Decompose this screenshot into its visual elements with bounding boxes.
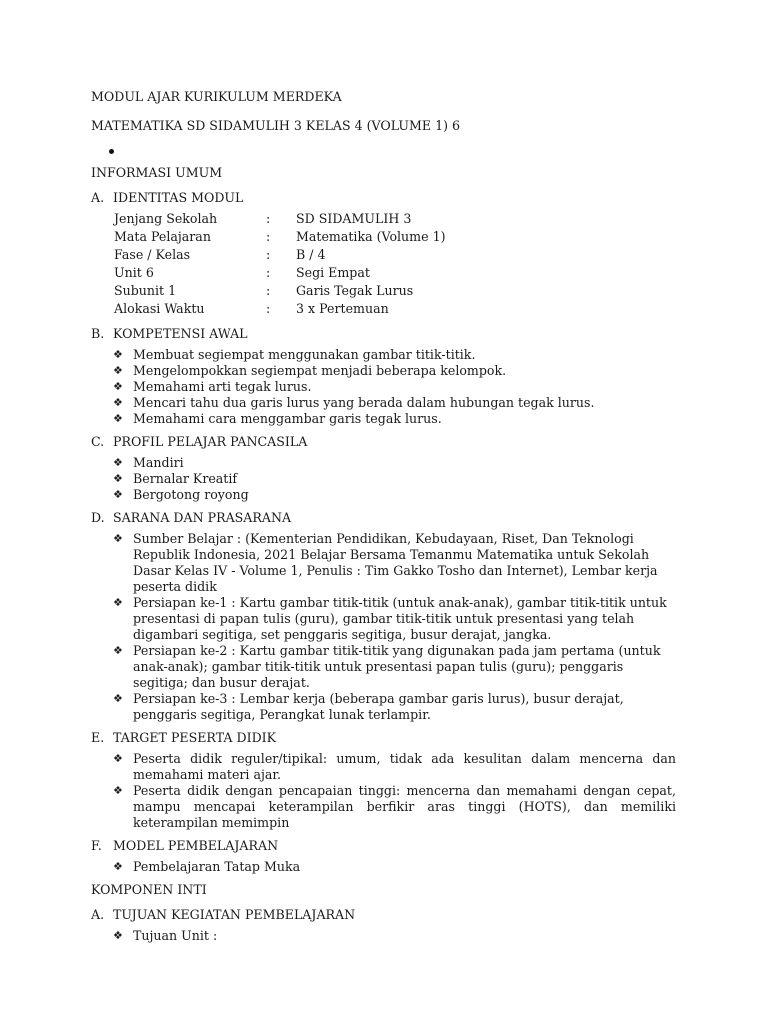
section-letter: A.: [91, 907, 105, 922]
komponen-heading: KOMPONEN INTI: [91, 882, 207, 897]
list-item: [113, 643, 676, 691]
diamond-bullet-icon: ❖: [113, 380, 123, 393]
section-letter: E.: [91, 730, 105, 745]
diamond-bullet-icon: ❖: [113, 348, 123, 361]
identity-key: Fase / Kelas: [114, 247, 191, 262]
list-item: [113, 928, 676, 944]
list-item: [113, 751, 676, 783]
diamond-bullet-icon: ❖: [113, 860, 123, 873]
section-letter: B.: [91, 326, 105, 341]
model-list: [91, 859, 676, 875]
identity-row: [114, 247, 446, 265]
komponen-section-a-heading: [91, 907, 676, 923]
target-list: [91, 751, 676, 831]
module-title: MODUL AJAR KURIKULUM MERDEKA: [91, 89, 342, 104]
identity-row: [114, 211, 446, 229]
list-item-text: Sumber Belajar : (Kementerian Pendidikan, Kebudayaan, Riset, Dan Teknologi Republik Indonesia, 2021 Belajar Bersama Temanmu Matematika untuk Sekolah Dasar Kelas IV - Volume 1, Penulis : Tim Gakko Tosho dan Internet), Lembar kerja peserta didik: [133, 531, 658, 594]
section-b-heading: [91, 326, 676, 342]
diamond-bullet-icon: ❖: [113, 472, 123, 485]
list-item-text: Peserta didik reguler/tipikal: umum, tidak ada kesulitan dalam mencerna dan memahami materi ajar.: [133, 751, 676, 782]
identity-row: [114, 265, 446, 283]
identity-value: Garis Tegak Lurus: [296, 283, 414, 298]
section-c-heading: [91, 434, 676, 450]
diamond-bullet-icon: ❖: [113, 692, 123, 705]
list-item: [113, 395, 676, 411]
section-f-heading: [91, 838, 676, 854]
identity-value: Matematika (Volume 1): [296, 229, 446, 244]
identity-colon: :: [266, 283, 271, 298]
sarana-list: [91, 531, 676, 723]
tujuan-list: [91, 928, 676, 944]
list-item: [113, 347, 676, 363]
section-letter: A.: [91, 190, 105, 205]
list-item: [113, 471, 676, 487]
diamond-bullet-icon: ❖: [113, 752, 123, 765]
section-e-heading: [91, 730, 676, 746]
diamond-bullet-icon: ❖: [113, 929, 123, 942]
section-title: KOMPETENSI AWAL: [113, 326, 248, 341]
section-a-heading: [91, 190, 676, 206]
bullet-dot-icon: [109, 149, 114, 154]
list-item: [113, 411, 676, 427]
list-item-text: Membuat segiempat menggunakan gambar titik-titik.: [133, 347, 476, 362]
identity-colon: :: [266, 301, 271, 316]
profil-list: [91, 455, 676, 503]
identity-value: Segi Empat: [296, 265, 370, 280]
list-item: [113, 531, 676, 595]
list-item-text: Memahami cara menggambar garis tegak lurus.: [133, 411, 442, 426]
list-item-text: Mandiri: [133, 455, 184, 470]
section-letter: D.: [91, 510, 105, 525]
list-item: [113, 363, 676, 379]
diamond-bullet-icon: ❖: [113, 488, 123, 501]
section-title: MODEL PEMBELAJARAN: [113, 838, 279, 853]
identity-value: 3 x Pertemuan: [296, 301, 389, 316]
identity-value: B / 4: [296, 247, 326, 262]
identity-key: Mata Pelajaran: [114, 229, 211, 244]
kompetensi-list: [91, 347, 676, 427]
section-title: SARANA DAN PRASARANA: [113, 510, 292, 525]
section-title: TARGET PESERTA DIDIK: [113, 730, 277, 745]
list-item-text: Persiapan ke-2 : Kartu gambar titik-titik yang digunakan pada jam pertama (untuk anak-anak); gambar titik-titik untuk presentasi papan tulis (guru); penggaris segitiga; dan busur derajat.: [133, 643, 661, 690]
list-item-text: Bergotong royong: [133, 487, 249, 502]
identity-key: Jenjang Sekolah: [114, 211, 218, 226]
module-subtitle: MATEMATIKA SD SIDAMULIH 3 KELAS 4 (VOLUME 1) 6: [91, 118, 461, 133]
identity-colon: :: [266, 247, 271, 262]
list-item: [113, 487, 676, 503]
list-item-text: Persiapan ke-1 : Kartu gambar titik-titik (untuk anak-anak), gambar titik-titik untuk presentasi di papan tulis (guru), gambar titik-titik untuk presentasi yang telah digambari segitiga, set penggaris segitiga, busur derajat, jangka.: [133, 595, 667, 642]
section-title: IDENTITAS MODUL: [113, 190, 244, 205]
list-item-text: Peserta didik dengan pencapaian tinggi: mencerna dan memahami dengan cepat, mampu mencapai keterampilan berfikir aras tinggi (HOTS), dan memiliki keterampilan memimpin: [133, 783, 676, 830]
diamond-bullet-icon: ❖: [113, 532, 123, 545]
document-page: [91, 89, 676, 951]
list-item: [113, 691, 676, 723]
section-letter: C.: [91, 434, 105, 449]
diamond-bullet-icon: ❖: [113, 396, 123, 409]
identity-table: [114, 211, 446, 319]
empty-bullet: [91, 143, 676, 159]
list-item: [113, 859, 676, 875]
diamond-bullet-icon: ❖: [113, 456, 123, 469]
list-item-text: Pembelajaran Tatap Muka: [133, 859, 301, 874]
list-item-text: Persiapan ke-3 : Lembar kerja (beberapa gambar garis lurus), busur derajat, penggaris segitiga, Perangkat lunak terlampir.: [133, 691, 624, 722]
list-item: [113, 783, 676, 831]
identity-row: [114, 283, 446, 301]
list-item-text: Bernalar Kreatif: [133, 471, 238, 486]
diamond-bullet-icon: ❖: [113, 364, 123, 377]
diamond-bullet-icon: ❖: [113, 644, 123, 657]
list-item: [113, 379, 676, 395]
identity-row: [114, 301, 446, 319]
section-letter: F.: [91, 838, 102, 853]
list-item: [113, 595, 676, 643]
identity-colon: :: [266, 229, 271, 244]
list-item-text: Tujuan Unit :: [133, 928, 218, 943]
identity-row: [114, 229, 446, 247]
diamond-bullet-icon: ❖: [113, 596, 123, 609]
section-d-heading: [91, 510, 676, 526]
list-item-text: Mengelompokkan segiempat menjadi beberapa kelompok.: [133, 363, 507, 378]
section-title: PROFIL PELAJAR PANCASILA: [113, 434, 308, 449]
identity-value: SD SIDAMULIH 3: [296, 211, 412, 226]
section-title: TUJUAN KEGIATAN PEMBELAJARAN: [113, 907, 356, 922]
identity-colon: :: [266, 211, 271, 226]
info-heading: INFORMASI UMUM: [91, 165, 223, 180]
list-item-text: Mencari tahu dua garis lurus yang berada dalam hubungan tegak lurus.: [133, 395, 595, 410]
identity-colon: :: [266, 265, 271, 280]
diamond-bullet-icon: ❖: [113, 784, 123, 797]
list-item: [113, 455, 676, 471]
identity-key: Alokasi Waktu: [114, 301, 205, 316]
identity-key: Subunit 1: [114, 283, 177, 298]
diamond-bullet-icon: ❖: [113, 412, 123, 425]
identity-key: Unit 6: [114, 265, 154, 280]
list-item-text: Memahami arti tegak lurus.: [133, 379, 312, 394]
